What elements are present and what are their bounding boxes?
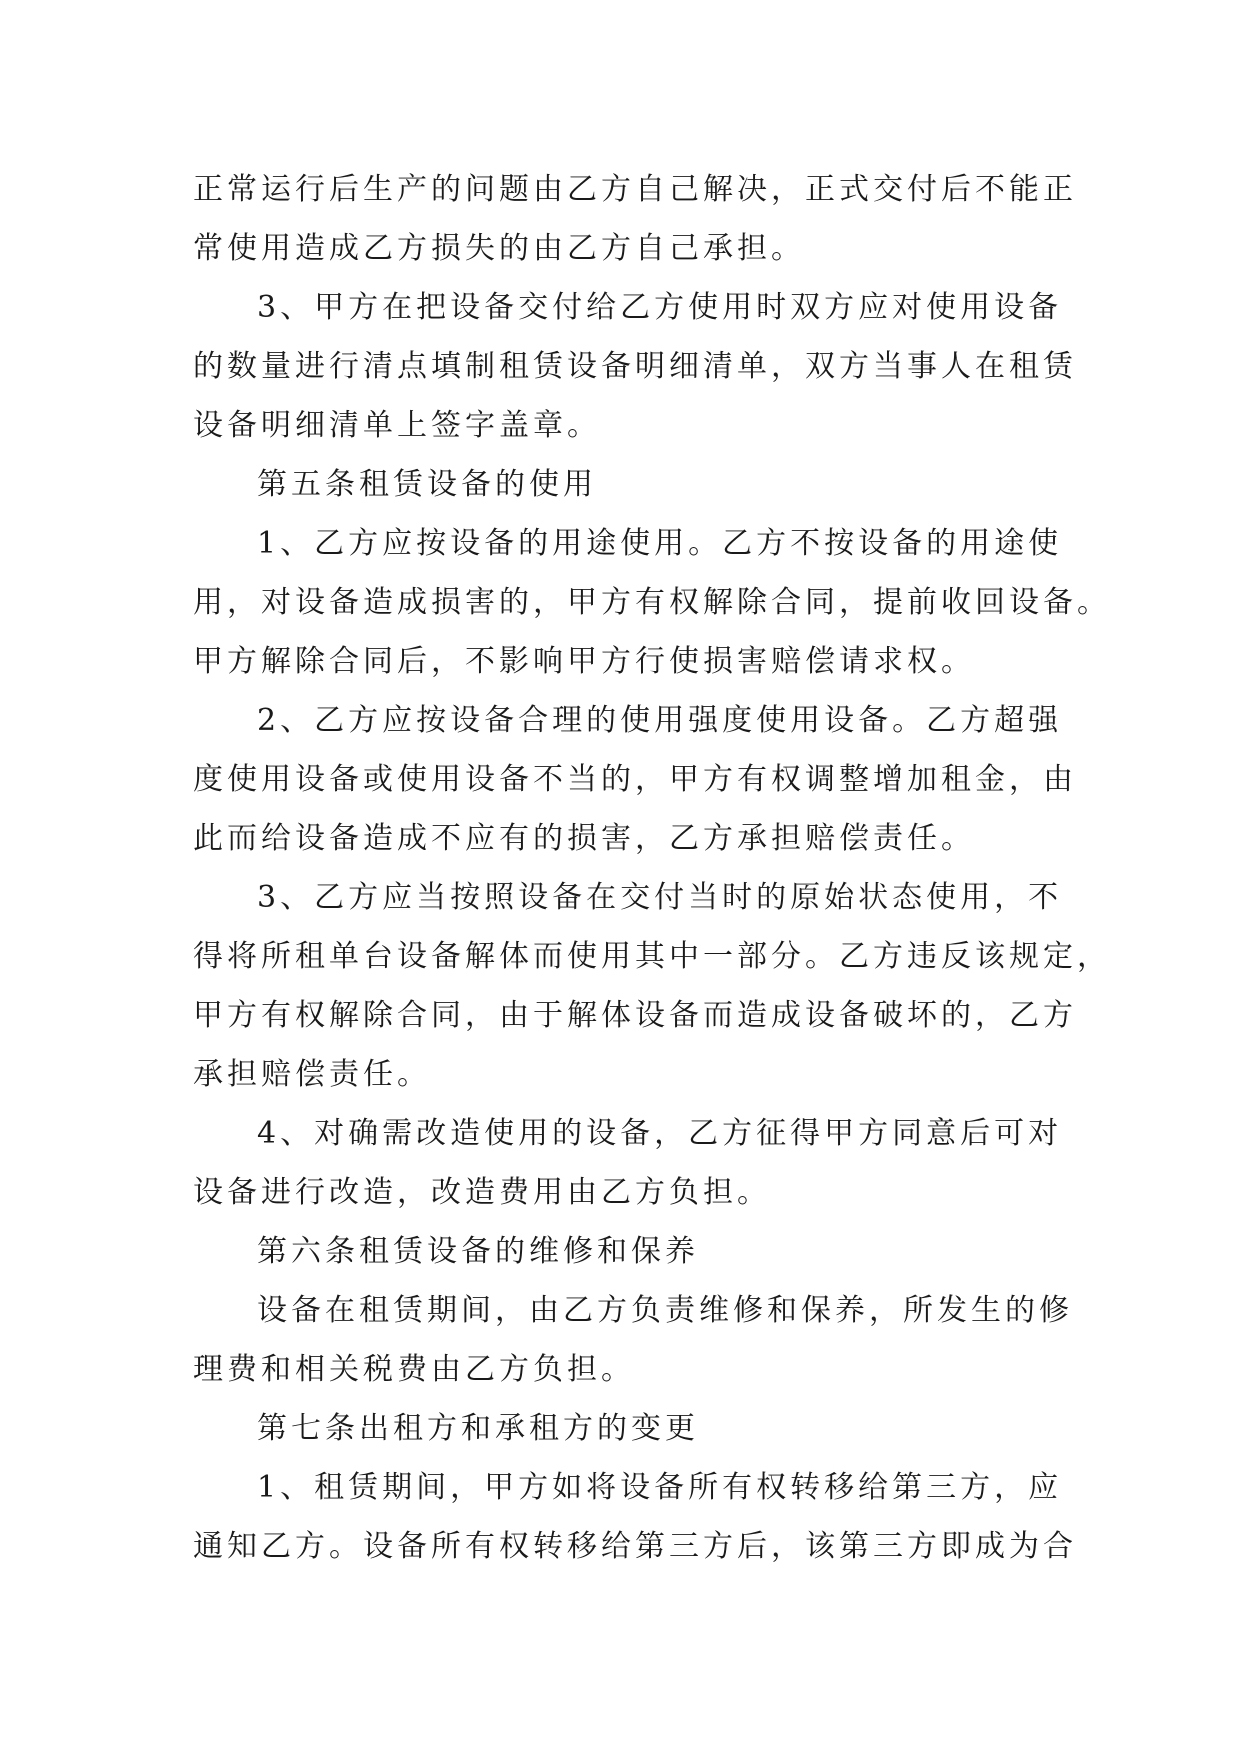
document-body bbox=[193, 160, 1111, 1576]
text-line: 设备在租赁期间，由乙方负责维修和保养，所发生的修 bbox=[257, 1293, 1073, 1328]
text-line: 设备明细清单上签字盖章。 bbox=[193, 408, 601, 443]
text-line: 理费和相关税费由乙方负担。 bbox=[193, 1352, 635, 1387]
text-line: 正常运行后生产的问题由乙方自己解决，正式交付后不能正 bbox=[193, 172, 1077, 207]
section-heading: 第五条租赁设备的使用 bbox=[257, 467, 597, 502]
text-line: 承担赔偿责任。 bbox=[193, 1057, 431, 1092]
text-line: 设备进行改造，改造费用由乙方负担。 bbox=[193, 1175, 771, 1210]
text-line: 得将所租单台设备解体而使用其中一部分。乙方违反该规定， bbox=[193, 939, 1111, 974]
text-line: 4、对确需改造使用的设备，乙方征得甲方同意后可对 bbox=[257, 1116, 1063, 1151]
text-line: 用，对设备造成损害的，甲方有权解除合同，提前收回设备。 bbox=[193, 585, 1111, 620]
text-line: 的数量进行清点填制租赁设备明细清单，双方当事人在租赁 bbox=[193, 349, 1077, 384]
text-line: 1、租赁期间，甲方如将设备所有权转移给第三方，应 bbox=[257, 1470, 1063, 1505]
text-line: 3、乙方应当按照设备在交付当时的原始状态使用，不 bbox=[257, 880, 1063, 915]
text-line: 度使用设备或使用设备不当的，甲方有权调整增加租金，由 bbox=[193, 762, 1077, 797]
text-line: 1、乙方应按设备的用途使用。乙方不按设备的用途使 bbox=[257, 526, 1063, 561]
section-heading: 第七条出租方和承租方的变更 bbox=[257, 1411, 699, 1446]
text-line: 2、乙方应按设备合理的使用强度使用设备。乙方超强 bbox=[257, 703, 1063, 738]
text-line: 甲方有权解除合同，由于解体设备而造成设备破坏的，乙方 bbox=[193, 998, 1077, 1033]
section-heading: 第六条租赁设备的维修和保养 bbox=[257, 1234, 699, 1269]
text-line: 此而给设备造成不应有的损害，乙方承担赔偿责任。 bbox=[193, 821, 975, 856]
text-line: 甲方解除合同后，不影响甲方行使损害赔偿请求权。 bbox=[193, 644, 975, 679]
text-line: 常使用造成乙方损失的由乙方自己承担。 bbox=[193, 231, 805, 266]
text-line: 通知乙方。设备所有权转移给第三方后，该第三方即成为合 bbox=[193, 1529, 1077, 1564]
text-line: 3、甲方在把设备交付给乙方使用时双方应对使用设备 bbox=[257, 290, 1063, 325]
